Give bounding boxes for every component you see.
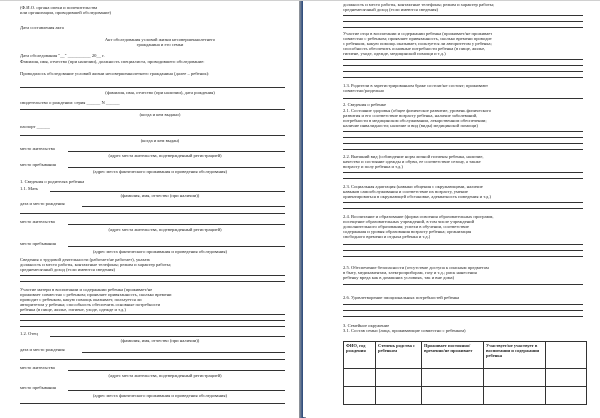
father-work-line2: должность и место работы, контактные телефоны; режим и характер работы; xyxy=(343,2,495,7)
section-3-heading: 3. Семейное окружение xyxy=(343,323,390,328)
mother-work-line3: среднемесячный доход (если имеются сведения) xyxy=(20,267,115,272)
mother-work-line1: Сведения о трудовой деятельности (работает/не работает), указать xyxy=(20,257,151,262)
act-title-line1: Акт обследования условий жизни несовершеннолетнего xyxy=(104,37,216,42)
mother-fio-hint: (фамилия, имя, отчество (при наличии)) xyxy=(120,193,200,198)
section-2-6-line: 2.6. Удовлетворение эмоциональных потребностей ребенка xyxy=(343,295,460,300)
mother-heading: 1.1. Мать xyxy=(20,186,39,191)
passport-issued-hint: (когда и кем выдан) xyxy=(140,138,180,143)
father-care-line4: способность обеспечить основные потребности ребенка (в пище, жилье, xyxy=(343,46,486,51)
mother-stay-hint: (адрес места фактического проживания и проведения обследования) xyxy=(92,249,228,254)
father-heading: 1.2. Отец xyxy=(20,331,38,336)
father-work-line3: среднемесячный доход (если имеются сведения) xyxy=(343,7,438,12)
inspected-child-line: Проводилось обследование условий жизни несовершеннолетнего гражданина (далее – ребенок): xyxy=(20,71,210,76)
father-care-line5: гигиене, уходе, одежде, медицинской помощи и т.д.) xyxy=(343,51,446,56)
section-2-2-line3: возрасту и полу ребенка и т.д.) xyxy=(343,164,403,169)
section-2-1-line4: наличие инвалидности; наличие и вид (виды) медицинской помощи) xyxy=(343,123,478,128)
child-fio-hint: (фамилия, имя, отчество (при наличии), дата рождения) xyxy=(105,90,215,95)
section-1-3-line1: 1.3. Родители в зарегистрированном браке состоят/не состоят; проживают xyxy=(343,83,488,88)
birth-certificate-line: свидетельство о рождении: серия ______ N ______ xyxy=(20,100,120,105)
section-2-5-line2: в быту, медикаментам, электроприборам, газу и т.д.; риск нанесения xyxy=(343,270,477,275)
father-residence: место жительства xyxy=(20,365,55,370)
section-2-5-line3: ребенку вреда как в домашних условиях, так и вне дома) xyxy=(343,275,455,280)
section-2-4-line3: дополнительного образования; успехи в обучении, соответствие xyxy=(343,224,469,229)
section-2-heading: 2. Сведения о ребенке xyxy=(343,102,387,107)
stay-label: место пребывания xyxy=(20,162,56,167)
document-page-right xyxy=(303,1,600,417)
family-table xyxy=(343,341,587,405)
father-residence-hint: (адрес места жительства, подтвержденный регистрацией) xyxy=(108,373,222,378)
family-table-header-fio: ФИО, год рождения xyxy=(344,342,376,404)
mother-care-line2: проживает совместно с ребенком; проявляет привязанность, сколько времени xyxy=(20,292,172,297)
section-2-3-line2: навыков самообслуживания и соответствие их возрасту, умение xyxy=(343,189,468,194)
section-2-4-line2: посещение образовательных учреждений, в том числе учреждений xyxy=(343,219,475,224)
org-header-line2: или организации, проводившей обследование) xyxy=(20,10,112,15)
mother-residence-hint: (адрес места жительства, подтвержденный регистрацией) xyxy=(108,227,222,232)
mother-care-line1: Участие матери в воспитании и содержании ребенка (проживает/не xyxy=(20,287,153,292)
section-2-1-line1: 2.1. Состояние здоровья (общее физическое развитие, уровень физического xyxy=(343,108,492,113)
section-2-3-line3: ориентироваться в окружающей обстановке, адекватность поведения и т.д.) xyxy=(343,194,492,199)
act-date-label: Дата составления акта xyxy=(20,25,64,30)
section-1-3-line2: совместно/раздельно xyxy=(343,88,385,93)
mother-care-line4: авторитетом у ребенка; способность обеспечить основные потребности xyxy=(20,302,161,307)
document-page-left xyxy=(0,1,302,417)
specialist-line: Фамилия, имя, отчество (при наличии), должность специалиста, проводившего обследование: xyxy=(20,59,205,64)
section-2-5-line1: 2.5. Обеспечение безопасности (отсутствие доступа к опасным предметам xyxy=(343,265,489,270)
section-2-1-line3: потребности в медицинском обслуживании, лекарственном обеспечении; xyxy=(343,118,487,123)
section-2-2-line1: 2.2. Внешний вид (соблюдение норм личной гигиены ребенка, наличие, xyxy=(343,154,484,159)
father-care-line3: с ребенком, какую помощь оказывает, пользуется ли авторитетом у ребенка; xyxy=(343,41,492,46)
father-birth-date: дата и место рождения xyxy=(20,347,65,352)
section-2-4-line4: содержания и уровня образования возрасту ребенка; организация xyxy=(343,229,472,234)
father-stay-hint: (адрес места фактического проживания и проведения обследования) xyxy=(92,393,228,398)
section-3-1-line: 3.1. Состав семьи (лица, проживающие совместно с ребенком) xyxy=(343,328,466,333)
father-care-line1: Участие отца в воспитании и содержании ребенка (проживает/не проживает xyxy=(343,31,493,36)
passport-line: паспорт ______ xyxy=(20,124,51,129)
mother-care-line5: ребенка (в пище, жилье, гигиене, уходе, одежде и т.д.) xyxy=(20,307,126,312)
section-2-1-line2: развития и его соответствие возрасту ребенка, наличие заболеваний, xyxy=(343,113,478,118)
mother-birth-date: дата и место рождения xyxy=(20,201,65,206)
exam-date: Дата обследования "__" __________ 20__ г. xyxy=(20,53,105,58)
act-title-line2: гражданина и его семьи xyxy=(136,42,184,47)
section-1-heading: 1. Сведения о родителях ребенка xyxy=(20,179,85,184)
section-2-2-line2: качество и состояние одежды и обуви, ее соответствие сезону, а также xyxy=(343,159,481,164)
father-care-line2: совместно с ребенком; проявляет привязанность, сколько времени проводит xyxy=(343,36,492,41)
section-2-3-line1: 2.3. Социальная адаптация (навыки общения с окружающими, наличие xyxy=(343,184,483,189)
family-table-header-relation: Степень родства с ребенком xyxy=(376,342,422,404)
birth-cert-issued-hint: (когда и кем выдано) xyxy=(139,112,181,117)
family-table-header-residence: Проживает постоянно/временно/не проживает xyxy=(422,342,484,404)
father-fio-hint: (фамилия, имя, отчество (при наличии)) xyxy=(120,338,200,343)
mother-stay: место пребывания xyxy=(20,241,56,246)
stay-hint: (адрес места фактического проживания и проведения обследования) xyxy=(92,169,228,174)
mother-residence: место жительства xyxy=(20,219,55,224)
family-table-header-participation: Участвует/не участвует в воспитании и содержании ребенка xyxy=(484,342,546,404)
residence-hint: (адрес места жительства, подтвержденный регистрацией) xyxy=(108,153,222,158)
section-2-4-line1: 2.4. Воспитание и образование (форма освоения образовательных программ, xyxy=(343,214,494,219)
residence-label: место жительства xyxy=(20,146,55,151)
org-header-line1: (Ф.И.О. органа опеки и попечительства xyxy=(20,5,98,10)
section-2-4-line5: свободного времени и отдыха ребенка и т.д.) xyxy=(343,234,431,239)
mother-work-line2: должность и место работы, контактные телефоны; режим и характер работы; xyxy=(20,262,172,267)
mother-care-line3: проводит с ребенком, какую помощь оказывает, пользуется ли xyxy=(20,297,142,302)
father-stay: место пребывания xyxy=(20,385,56,390)
